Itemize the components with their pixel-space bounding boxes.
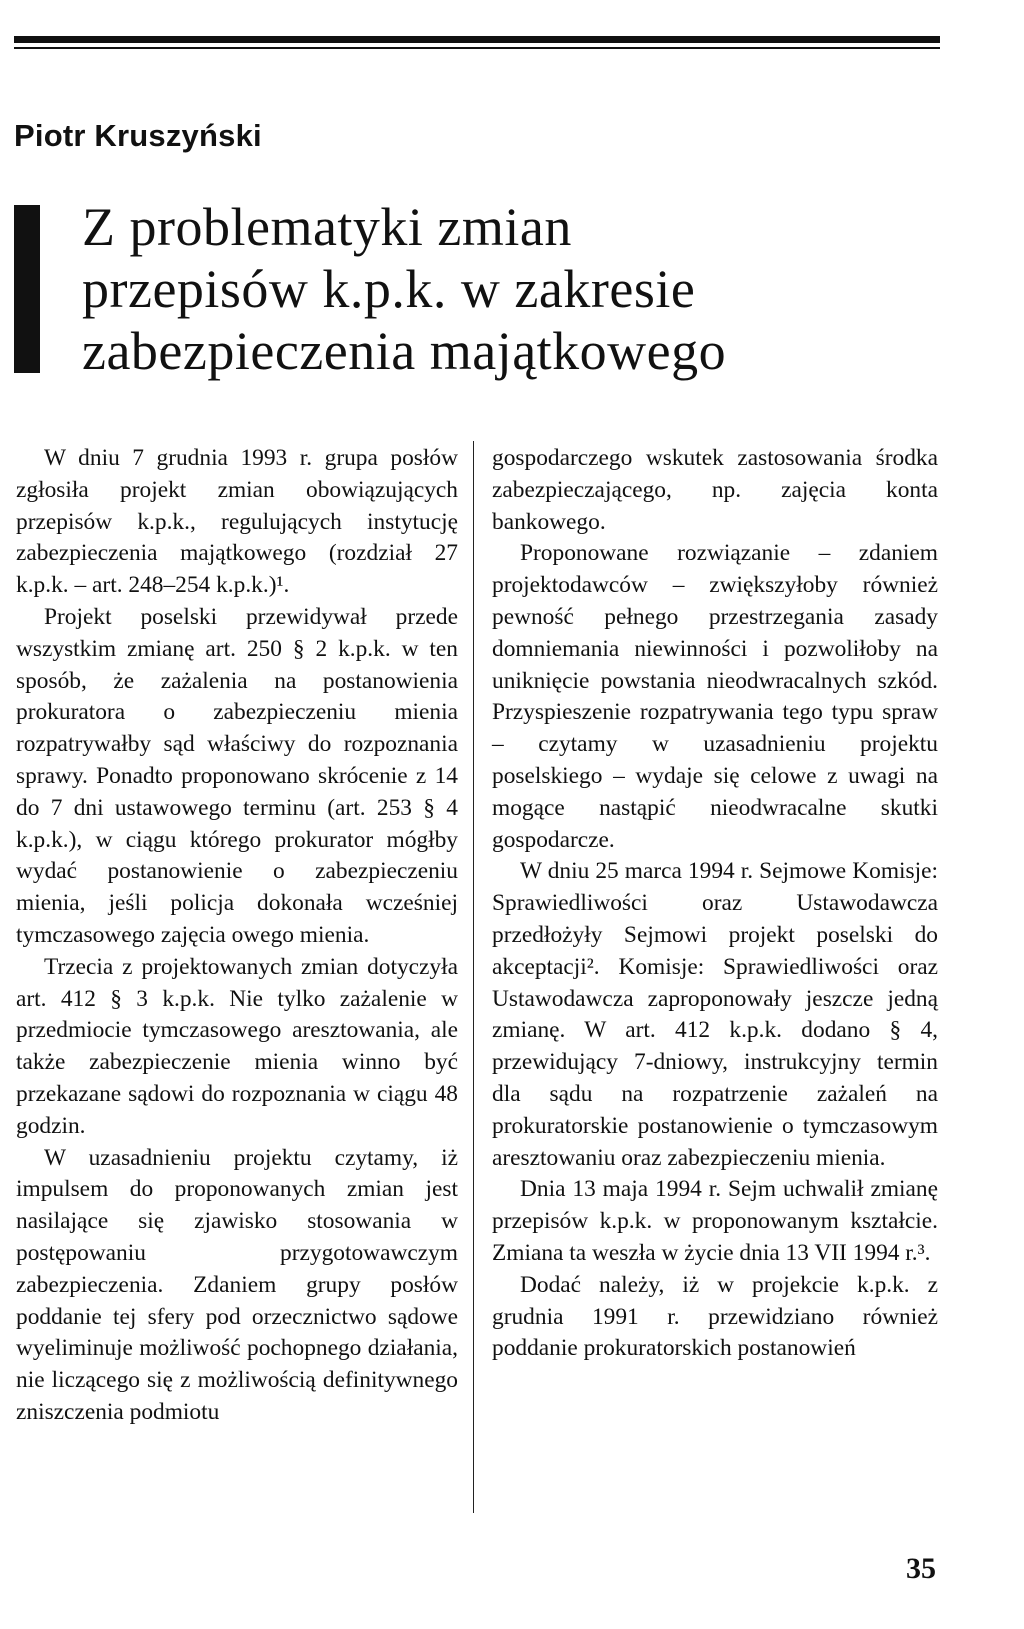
left-column bbox=[16, 443, 458, 1429]
paragraph: W dniu 7 grudnia 1993 r. grupa posłów zgłosiła projekt zmian obowiązujących przepisów k.p.k., regulujących instytucję zabezpieczenia majątkowego (rozdział 27 k.p.k. – art. 248–254 k.p.k.)¹. bbox=[16, 445, 458, 599]
author-name: Piotr Kruszyński bbox=[14, 118, 262, 153]
paragraph-continuation: gospodarczego wskutek zastosowania środka zabezpieczającego, np. zajęcia konta bankowego. bbox=[492, 445, 938, 535]
title-line: Z problematyki zmian bbox=[82, 197, 572, 257]
page-number: 35 bbox=[906, 1552, 936, 1585]
paragraph: Dodać należy, iż w projekcie k.p.k. z grudnia 1991 r. przewidziano również poddanie prokuratorskich postanowień bbox=[492, 1271, 938, 1362]
top-rule-thick bbox=[14, 36, 940, 43]
top-rule-thin bbox=[14, 47, 940, 49]
paragraph: Trzecia z projektowanych zmian dotyczyła art. 412 § 3 k.p.k. Nie tylko zażalenie w przedmiocie tymczasowego aresztowania, ale także zabezpieczenie mienia winno być przekazane sądowi do rozpoznania w ciągu 48 godzin. bbox=[16, 953, 458, 1139]
paragraph: Dnia 13 maja 1994 r. Sejm uchwalił zmianę przepisów k.p.k. w proponowanym kształcie. Zmiana ta weszła w życie dnia 13 VII 1994 r.³. bbox=[492, 1176, 938, 1266]
paragraph: W dniu 25 marca 1994 r. Sejmowe Komisje: Sprawiedliwości oraz Ustawodawcza przedłożyły Sejmowi projekt poselski do akceptacji². Komisje: Sprawiedliwości oraz Ustawodawcza zaproponowały jeszcze jedną zmianę. W art. 412 k.p.k. dodano § 4, przewidujący 7-dniowy, instrukcyjny termin dla sądu na rozpatrzenie zażaleń na prokuratorskie postanowienie o tymczasowym aresztowaniu oraz zabezpieczeniu mienia. bbox=[492, 858, 938, 1171]
paragraph: W uzasadnieniu projektu czytamy, iż impulsem do proponowanych zmian jest nasilające się zjawisko stosowania w postępowaniu przygotowawczym zabezpieczenia. Zdaniem grupy posłów poddanie tej sfery pod orzecznictwo sądowe wyeliminuje możliwość pochopnego działania, nie liczącego się z możliwością definitywnego zniszczenia podmiotu bbox=[16, 1144, 458, 1425]
column-divider bbox=[473, 441, 474, 1513]
title-line: zabezpieczenia majątkowego bbox=[82, 321, 727, 381]
article-title bbox=[82, 196, 726, 382]
title-accent-bar bbox=[14, 205, 40, 373]
paragraph: Projekt poselski przewidywał przede wszystkim zmianę art. 250 § 2 k.p.k. w ten sposób, że zażalenia na postanowienia prokuratora o zabezpieczeniu mienia rozpatrywałby sąd właściwy do rozpoznania sprawy. Ponadto proponowano skrócenie z 14 do 7 dni ustawowego terminu (art. 253 § 4 k.p.k.), w ciągu którego prokurator mógłby wydać postanowienie o zabezpieczeniu mienia, jeśli policja dokonała wcześniej tymczasowego zajęcia owego mienia. bbox=[16, 603, 458, 948]
paragraph: Proponowane rozwiązanie – zdaniem projektodawców – zwiększyłoby również pewność pełnego przestrzegania zasady domniemania niewinności i pozwoliłoby na uniknięcie powstania nieodwracalnych szkód. Przyspieszenie rozpatrywania tego typu spraw – czytamy w uzasadnieniu projektu poselskiego – wydaje się celowe z uwagi na mogące nastąpić nieodwracalne skutki gospodarcze. bbox=[492, 540, 938, 853]
title-line: przepisów k.p.k. w zakresie bbox=[82, 259, 696, 319]
right-column bbox=[492, 443, 938, 1365]
